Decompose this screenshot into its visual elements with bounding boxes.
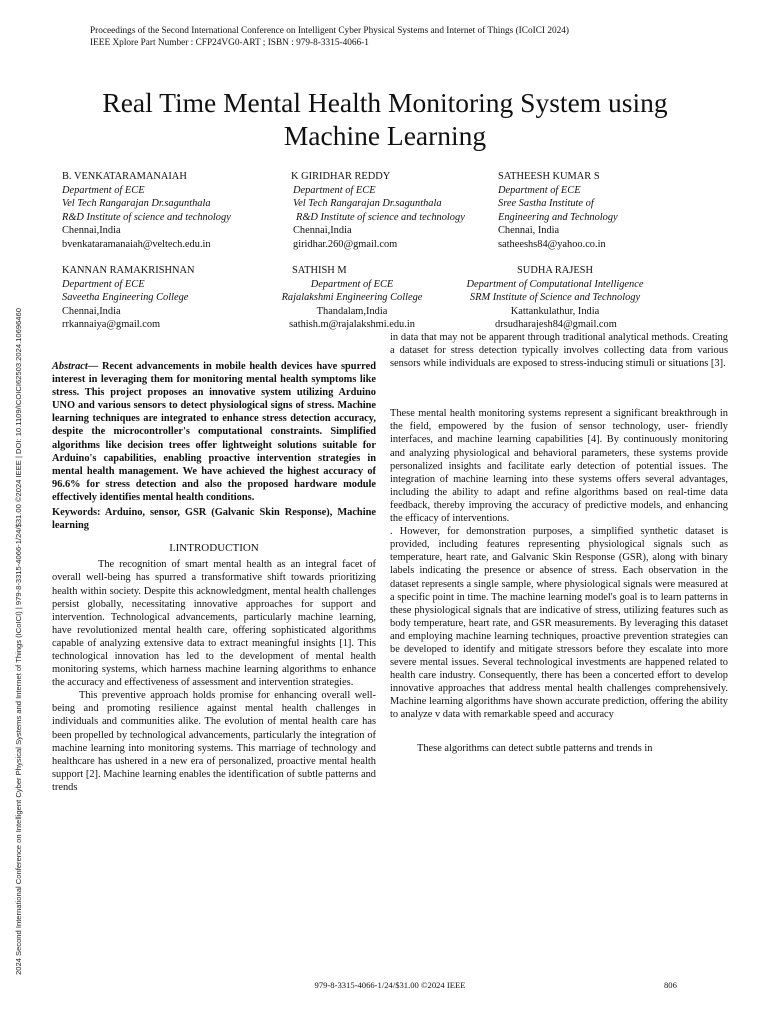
author-email: drsudharajesh84@gmail.com [495, 319, 617, 330]
author-4 [62, 264, 195, 332]
author-name: B. VENKATARAMANAIAH [62, 171, 187, 182]
conference-header [90, 25, 569, 49]
left-column [52, 360, 376, 794]
author-dept: Department of ECE [62, 278, 145, 290]
abstract [52, 360, 376, 504]
section-heading: I.INTRODUCTION [169, 542, 259, 555]
author-name: KANNAN RAMAKRISHNAN [62, 265, 195, 276]
footer-copyright: 979-8-3315-4066-1/24/$31.00 ©2024 IEEE [314, 980, 466, 990]
author-city: Kattankulathur, India [510, 305, 600, 317]
keywords: Keywords: Arduino, sensor, GSR (Galvanic Skin Response), Machine learning [52, 507, 376, 532]
author-email: giridhar.260@gmail.com [293, 238, 398, 250]
author-city: Chennai,India [293, 225, 352, 236]
abstract-text: Recent advancements in mobile health devices have spurred interest in leveraging them for monitoring mental health symptoms like stress. This project proposes an innovative system utilizing Arduino UNO and various sensors to detect physiological signs of stress. Machine learning techniques are integrated to enhance stress detection accuracy, despite the microcontroller's computational constraints. Simplified algorithms like decision trees offer lightweight solutions suitable for Arduino's capabilities, enabling proactive intervention strategies in mental health management. We have achieved the highest accuracy of 96.6% for stress detection and also the proposed hardware module effectively identifies mental health conditions. [52, 361, 376, 503]
author-dept: Department of Computational Intelligence [466, 278, 644, 290]
page-number: 806 [664, 980, 677, 990]
author-dept: Department of ECE [62, 184, 145, 196]
author-6 [445, 264, 665, 332]
author-dept: Department of ECE [293, 184, 376, 196]
author-3 [498, 170, 618, 251]
author-inst: Rajalakshmi Engineering College [281, 292, 423, 303]
abstract-lead: Abstract— [52, 361, 99, 372]
author-inst: Sree Sastha Institute of [498, 198, 594, 209]
sidebar-doi-text: 2024 Second International Conference on Intelligent Cyber Physical Systems and Internet of Things (ICoICI) | 979-8-3315-4066-1/24/$31.00 ©2024 IEEE | DOI: 10.1109/ICOICI62503.2024.10696460 [14, 308, 23, 975]
author-inst: Engineering and Technology [498, 211, 618, 223]
header-line-2: IEEE Xplore Part Number : CFP24VG0-ART ; ISBN : 979-8-3315-4066-1 [90, 38, 369, 48]
header-line-1: Proceedings of the Second International Conference on Intelligent Cyber Physical Systems and Internet of Things (ICoICI 2024) [90, 26, 570, 36]
author-inst: Vel Tech Rangarajan Dr.sagunthala [293, 198, 442, 209]
author-dept: Department of ECE [310, 278, 394, 290]
author-city: Chennai,India [62, 305, 121, 317]
author-inst: Saveetha Engineering College [62, 292, 189, 303]
author-name: SUDHA RAJESH [517, 265, 593, 276]
paper-title [40, 86, 730, 152]
author-name: SATHEESH KUMAR S [498, 171, 600, 182]
author-1 [62, 170, 231, 251]
paragraph: in data that may not be apparent through traditional analytical methods. Creating a dataset for stress detection typically involves collecting data from various sensors while individuals are exposed to stress-inducing stimuli or situations [3]. [390, 332, 728, 370]
author-city: Chennai,India [62, 225, 121, 236]
paragraph: The recognition of smart mental health as an integral facet of overall well-being has spurred a transformative shift towards prioritizing health within society. Despite this acknowledgment, mental health challenges persist globally, necessitating innovative approaches for support and intervention. Technological advancements, particularly machine learning, have revolutionized mental health care, offering sophisticated algorithms capable of analyzing extensive data to extract meaningful insights [1]. This technological innovation has led to the development of mental health monitoring systems, which harness machine learning algorithms to enhance the accuracy and effectiveness of assessment and intervention strategies. [52, 559, 376, 689]
paragraph: These mental health monitoring systems represent a significant breakthrough in the field, empowered by the fusion of sensor technology, user- friendly interfaces, and machine learning capabilities [4]. By continuously monitoring and analyzing physiological and behavioral parameters, these systems provide personalized insights and facilitate early detection of potential issues. The integration of machine learning into these systems offers several advantages, including the ability to adapt and refine algorithms based on real-time data feedback, thereby improving the accuracy of predictive models, and enhancing the efficacy of interventions. [390, 408, 728, 525]
author-email: bvenkataramanaiah@veltech.edu.in [62, 238, 211, 250]
author-email: sathish.m@rajalakshmi.edu.in [289, 319, 415, 330]
right-column [390, 331, 728, 755]
author-city: Thandalam,India [316, 305, 388, 317]
author-5 [262, 264, 442, 332]
author-inst: SRM Institute of Science and Technology [469, 292, 641, 303]
author-email: satheeshs84@yahoo.co.in [498, 238, 606, 250]
paragraph: . However, for demonstration purposes, a simplified synthetic dataset is provided, including features representing physiological signals such as temperature, heart rate, and Galvanic Skin Response (GSR), along with binary labels indicating the presence or absence of stress. Each observation in the dataset represents a single sample, where physiological signals were measured at a specific point in time. The machine learning model's goal is to learn patterns in these physiological signals that are indicative of stress, utilizing features such as body temperature, heart rate, and GSR measurements. By leveraging this dataset and employing machine learning techniques, proactive prevention strategies can be developed to identify and mitigate stressors before they escalate into more severe mental issues. Several technological investments are happened related to health care industry. Consequently, there has been a concerted effort to develop innovative approaches that address mental health challenges comprehensively. Machine learning algorithms have shown accurate prediction, offering the ability to analyze v data with remarkable speed and accuracy [390, 526, 728, 721]
author-name: SATHISH M [292, 265, 347, 276]
author-inst: R&D Institute of science and technology [296, 211, 465, 223]
author-2 [291, 170, 465, 251]
paragraph: These algorithms can detect subtle patterns and trends in [417, 742, 653, 754]
paragraph: This preventive approach holds promise for enhancing overall well-being and promoting resilience against mental health challenges in individuals and communities alike. The evolution of mental health care has been propelled by technological advancements, particularly the integration of machine learning into monitoring systems. This marriage of technology and healthcare has ushered in a new era of personalized, proactive mental health support [2]. Machine learning enables the identification of subtle patterns and trends [52, 690, 376, 793]
author-dept: Department of ECE [498, 184, 581, 196]
author-city: Chennai, India [498, 225, 560, 236]
author-name: K GIRIDHAR REDDY [291, 171, 391, 182]
author-inst: Vel Tech Rangarajan Dr.sagunthala [62, 198, 211, 209]
title-line-1: Real Time Mental Health Monitoring System using [102, 87, 668, 118]
author-inst: R&D Institute of science and technology [62, 211, 231, 223]
author-email: rrkannaiya@gmail.com [62, 319, 161, 330]
title-line-2: Machine Learning [283, 120, 487, 151]
